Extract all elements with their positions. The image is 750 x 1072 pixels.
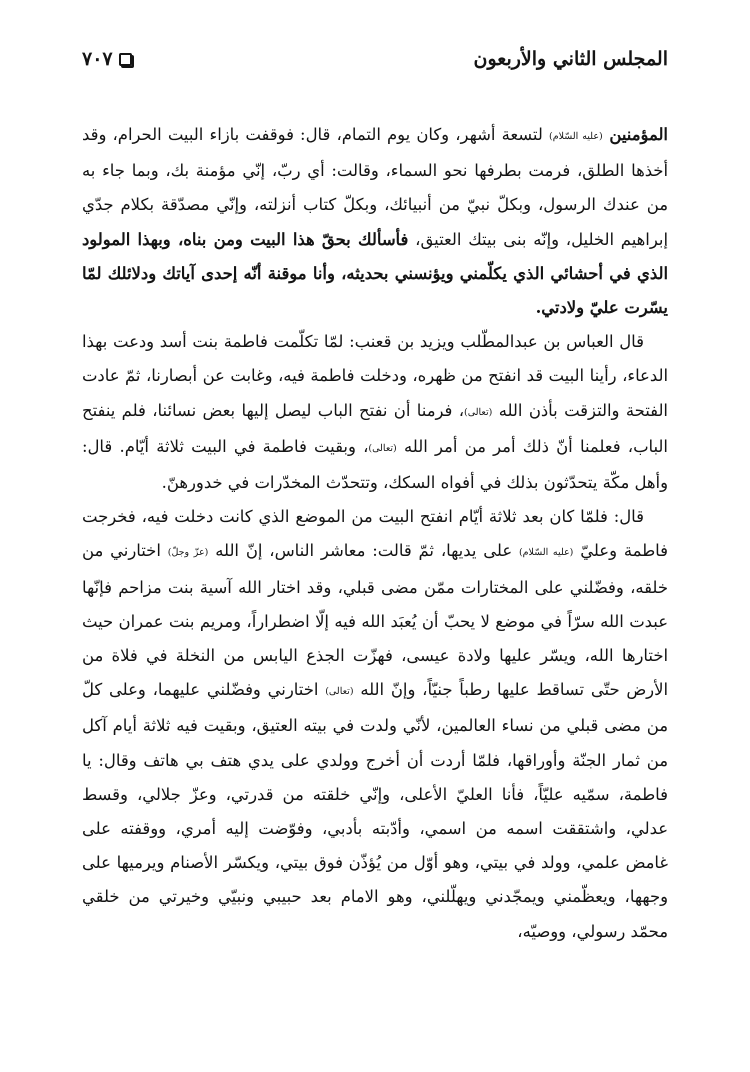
paragraph-3 [82, 500, 668, 949]
text-segment-bold: فأسألك بحقّ هذا البيت ومن بناه، وبهذا المولود الذي في أحشائي الذي يكلّمني ويؤنسني بحديثه، وأنا موقنة أنّه إحدى آياتك ودلائلك لمّا يسّرت عليّ ولادتي. [82, 229, 668, 318]
honorific-mark: (تعالى) [325, 686, 354, 698]
honorific-mark: (عزّ وجلّ) [167, 547, 209, 559]
chapter-title: المجلس الثاني والأربعون [473, 48, 668, 70]
body-text [82, 118, 668, 949]
honorific-mark: (تعالى) [464, 406, 493, 418]
honorific-mark: (عليه السّلام) [518, 547, 574, 559]
honorific-mark: (تعالى) [368, 442, 397, 454]
square-ornament-icon [119, 53, 132, 66]
text-segment: اختارني من خلقه، وفضّلني على المختارات ممّن مضى قبلي، وقد اختار الله آسية بنت مزاحم فإنّها عبدت الله سرّاً في موضع لا يحبّ أن يُعبَد الله فيه إلّا اضطراراً، ومريم بنت عمران حيث اختارها الله، ويسّر عليها ولادة عيسى، فهزّت الجذع اليابس من النخلة في فلاة من الأرض حتّى تساقط عليها رطباً جنيّاً، وإنّ الله [82, 541, 668, 700]
running-header [82, 42, 668, 76]
text-segment: على يديها، ثمّ قالت: معاشر الناس، إنّ الله [208, 541, 519, 561]
paragraph-2 [82, 325, 668, 500]
text-segment: ، وبقيت فاطمة في البيت ثلاثة أيّام. قال: وأهل مكّة يتحدّثون بذلك في أفواه السكك، وتتحدّث المخدّرات في خدورهنّ. [82, 436, 668, 493]
text-segment: قال العباس بن عبدالمطّلب ويزيد بن قعنب: لمّا تكلّمت فاطمة بنت أسد ودعت بهذا الدعاء، رأينا البيت قد انفتح من ظهره، ودخلت فاطمة فيه، وغابت عن أبصارنا، ثمّ عادت الفتحة والتزقت بأذن الله [82, 332, 668, 420]
page-number: ٧٠٧ [82, 48, 113, 70]
paragraph-1 [82, 118, 668, 325]
honorific-mark: (عليه السّلام) [548, 131, 603, 142]
text-segment: المؤمنين [602, 125, 668, 144]
text-segment: قال: فلمّا كان بعد ثلاثة أيّام انفتح البيت من الموضع الذي كانت دخلت فيه، فخرجت فاطمة وعليّ [82, 507, 668, 561]
text-segment: لتسعة أشهر، وكان يوم التمام، قال: فوقفت بازاء البيت الحرام، وقد أخذها الطلق، فرمت بطرفها نحو السماء، وقالت: أي ربّ، إنّي مؤمنة بك، وبما جاء به من عندك الرسول، وبكلّ نبيّ من أنبيائك، وبكلّ كتاب أنزلته، وإنّي مصدّقة بكلام جدّي إبراهيم الخليل، وإنّه بنى بيتك العتيق، [82, 125, 668, 249]
text-segment: ، فرمنا أن نفتح الباب ليصل إليها بعض نسائنا، فلم ينفتح الباب، فعلمنا أنّ ذلك أمر من أمر الله [82, 400, 668, 456]
text-segment: اختارني وفضّلني عليهما، وعلى كلّ من مضى قبلي من نساء العالمين، لأنّي ولدت في بيته العتيق، وبقيت فيه ثلاثة أيام آكل من ثمار الجنّة وأوراقها، فلمّا أردت أن أخرج وولدي على يدي هتف بي هاتف وقال: يا فاطمة، سمّيه عليّاً، فأنا العليّ الأعلى، وإنّي خلقته من قدرتي، وعزّ جلالي، وقسط عدلي، واشتققت اسمه من اسمي، وأدّبته بأدبي، وفوّضت إليه أمري، ووقفته على غامض علمي، وولد في بيتي، وهو أوّل من يُؤذّن فوق بيتي، ويكسّر الأصنام ويرميها على وجهها، ويعظّمني ويمجّدني ويهلّلني، وهو الامام بعد حبيبي ونبيّي وخيرتي من خلقي محمّد رسولي، ووصيّه، [82, 680, 668, 941]
page-number-block [82, 48, 132, 70]
